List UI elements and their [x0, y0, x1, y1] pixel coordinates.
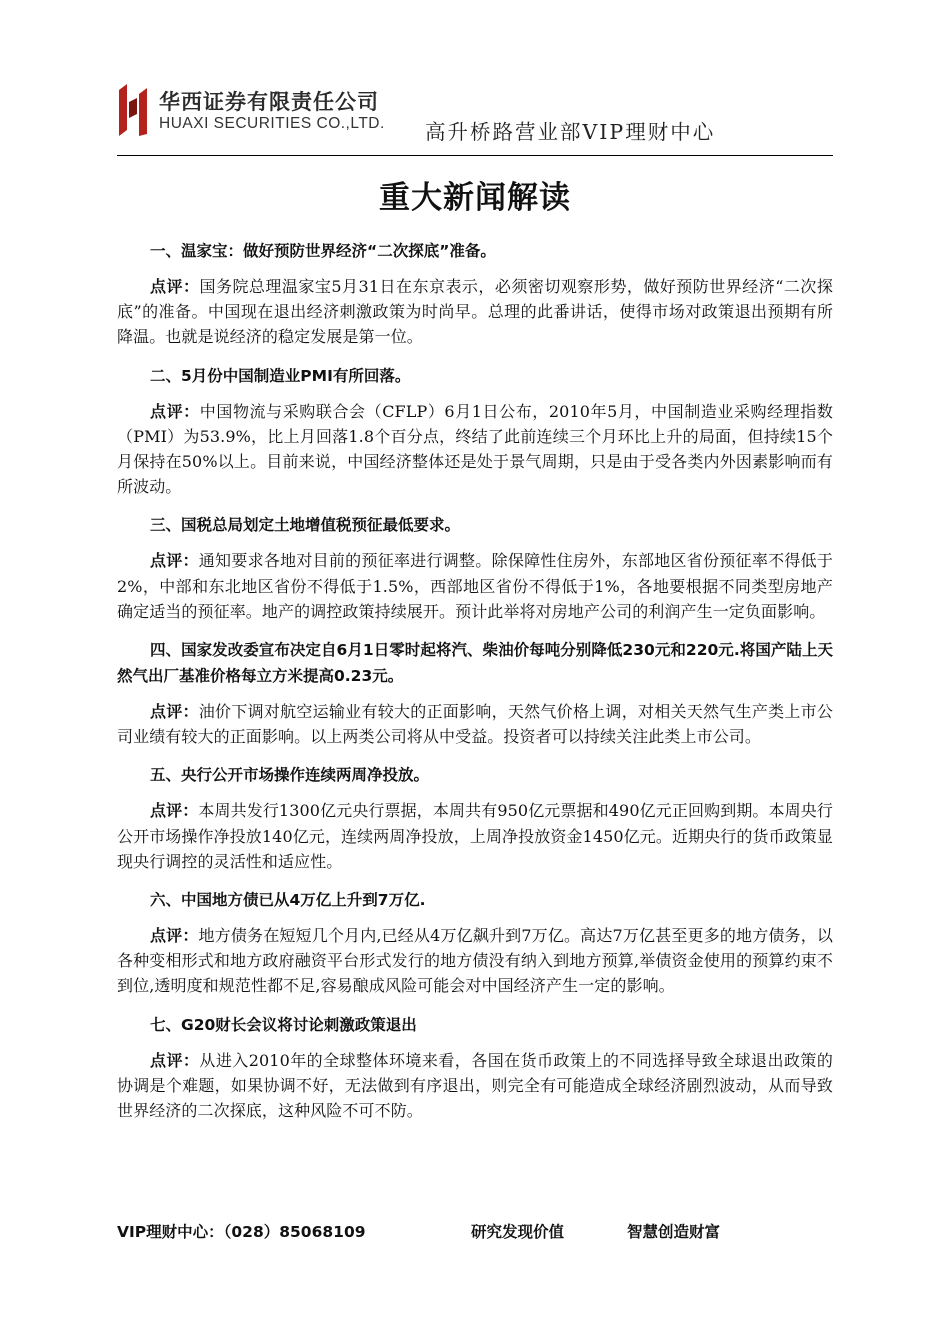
news-comment-5 [117, 798, 833, 874]
news-comment-2 [117, 399, 833, 500]
document-title: 重大新闻解读 [379, 180, 571, 216]
comment-label: 点评： [150, 401, 200, 421]
news-heading-3: 三、国税总局划定土地增值税预征最低要求。 [150, 516, 461, 535]
news-list [117, 238, 833, 1136]
news-heading-5: 五、央行公开市场操作连续两周净投放。 [150, 766, 430, 785]
news-heading-4: 四、国家发改委宣布决定自6月1日零时起将汽、柴油价每吨分别降低230元和220元.将国产陆上天然气出厂基准价格每立方米提高0.23元。 [117, 641, 833, 686]
news-comment-4 [117, 699, 833, 749]
footer-slogan-2: 智慧创造财富 [627, 1223, 721, 1241]
comment-body: 中国物流与采购联合会（CFLP）6月1日公布，2010年5月，中国制造业采购经理指数（PMI）为53.9%，比上月回落1.8个百分点，终结了此前连续三个月环比上升的局面，但持续15个月保持在50%以上。目前来说，中国经济整体还是处于景气周期，只是由于受各类内外因素影响而有所波动。 [117, 401, 833, 497]
comment-body: 本周共发行1300亿元央行票据，本周共有950亿元票据和490亿元正回购到期。本周央行公开市场操作净投放140亿元，连续两周净投放，上周净投放资金1450亿元。近期央行的货币政策显现央行调控的灵活性和适应性。 [117, 801, 833, 871]
news-heading-1: 一、温家宝：做好预防世界经济“二次探底”准备。 [150, 242, 496, 260]
comment-body: 油价下调对航空运输业有较大的正面影响，天然气价格上调，对相关天然气生产类上市公司业绩有较大的正面影响。以上两类公司将从中受益。投资者可以持续关注此类上市公司。 [117, 702, 833, 747]
comment-label: 点评： [150, 702, 199, 722]
branch-name: 高升桥路营业部VIP理财中心 [425, 120, 716, 144]
comment-label: 点评： [150, 277, 200, 296]
comment-body: 地方债务在短短几个月内,已经从4万亿飙升到7万亿。高达7万亿甚至更多的地方债务，以各种变相形式和地方政府融资平台形式发行的地方债没有纳入到地方预算,举债资金使用的预算约束不到位,透明度和规范性都不足,容易酿成风险可能会对中国经济产生一定的影响。 [117, 926, 833, 996]
footer-contact: VIP理财中心：（028）85068109 [117, 1223, 366, 1241]
news-comment-7 [117, 1048, 833, 1124]
company-name-cn: 华西证券有限责任公司 [159, 90, 379, 114]
comment-body: 国务院总理温家宝5月31日在东京表示，必须密切观察形势，做好预防世界经济“二次探底”的准备。中国现在退出经济刺激政策为时尚早。总理的此番讲话，使得市场对政策退出预期有所降温。也就是说经济的稳定发展是第一位。 [117, 277, 833, 347]
huaxi-logo-icon [117, 84, 147, 136]
news-comment-1 [117, 274, 833, 350]
comment-body: 从进入2010年的全球整体环境来看，各国在货币政策上的不同选择导致全球退出政策的协调是个难题，如果协调不好，无法做到有序退出，则完全有可能造成全球经济剧烈波动，从而导致世界经济的二次探底，这种风险不可不防。 [117, 1050, 833, 1121]
news-heading-6: 六、中国地方债已从4万亿上升到7万亿. [150, 891, 426, 910]
company-logo [117, 84, 385, 140]
news-comment-3 [117, 548, 833, 624]
news-heading-2: 二、5月份中国制造业PMI有所回落。 [150, 366, 411, 385]
comment-label: 点评： [150, 1050, 200, 1070]
company-name-en: HUAXI SECURITIES CO.,LTD. [159, 115, 385, 132]
news-heading-7: 七、G20财长会议将讨论刺激政策退出 [150, 1015, 417, 1034]
comment-label: 点评： [150, 551, 199, 571]
comment-label: 点评： [150, 926, 199, 946]
comment-label: 点评： [150, 801, 199, 821]
header-divider [117, 155, 833, 156]
comment-body: 通知要求各地对目前的预征率进行调整。除保障性住房外，东部地区省份预征率不得低于2%，中部和东北地区省份不得低于1.5%，西部地区省份不得低于1%，各地要根据不同类型房地产确定适当的预征率。地产的调控政策持续展开。预计此举将对房地产公司的利润产生一定负面影响。 [117, 551, 833, 621]
footer-slogan-1: 研究发现价值 [471, 1223, 565, 1241]
page-footer [117, 1220, 833, 1246]
news-comment-6 [117, 923, 833, 999]
